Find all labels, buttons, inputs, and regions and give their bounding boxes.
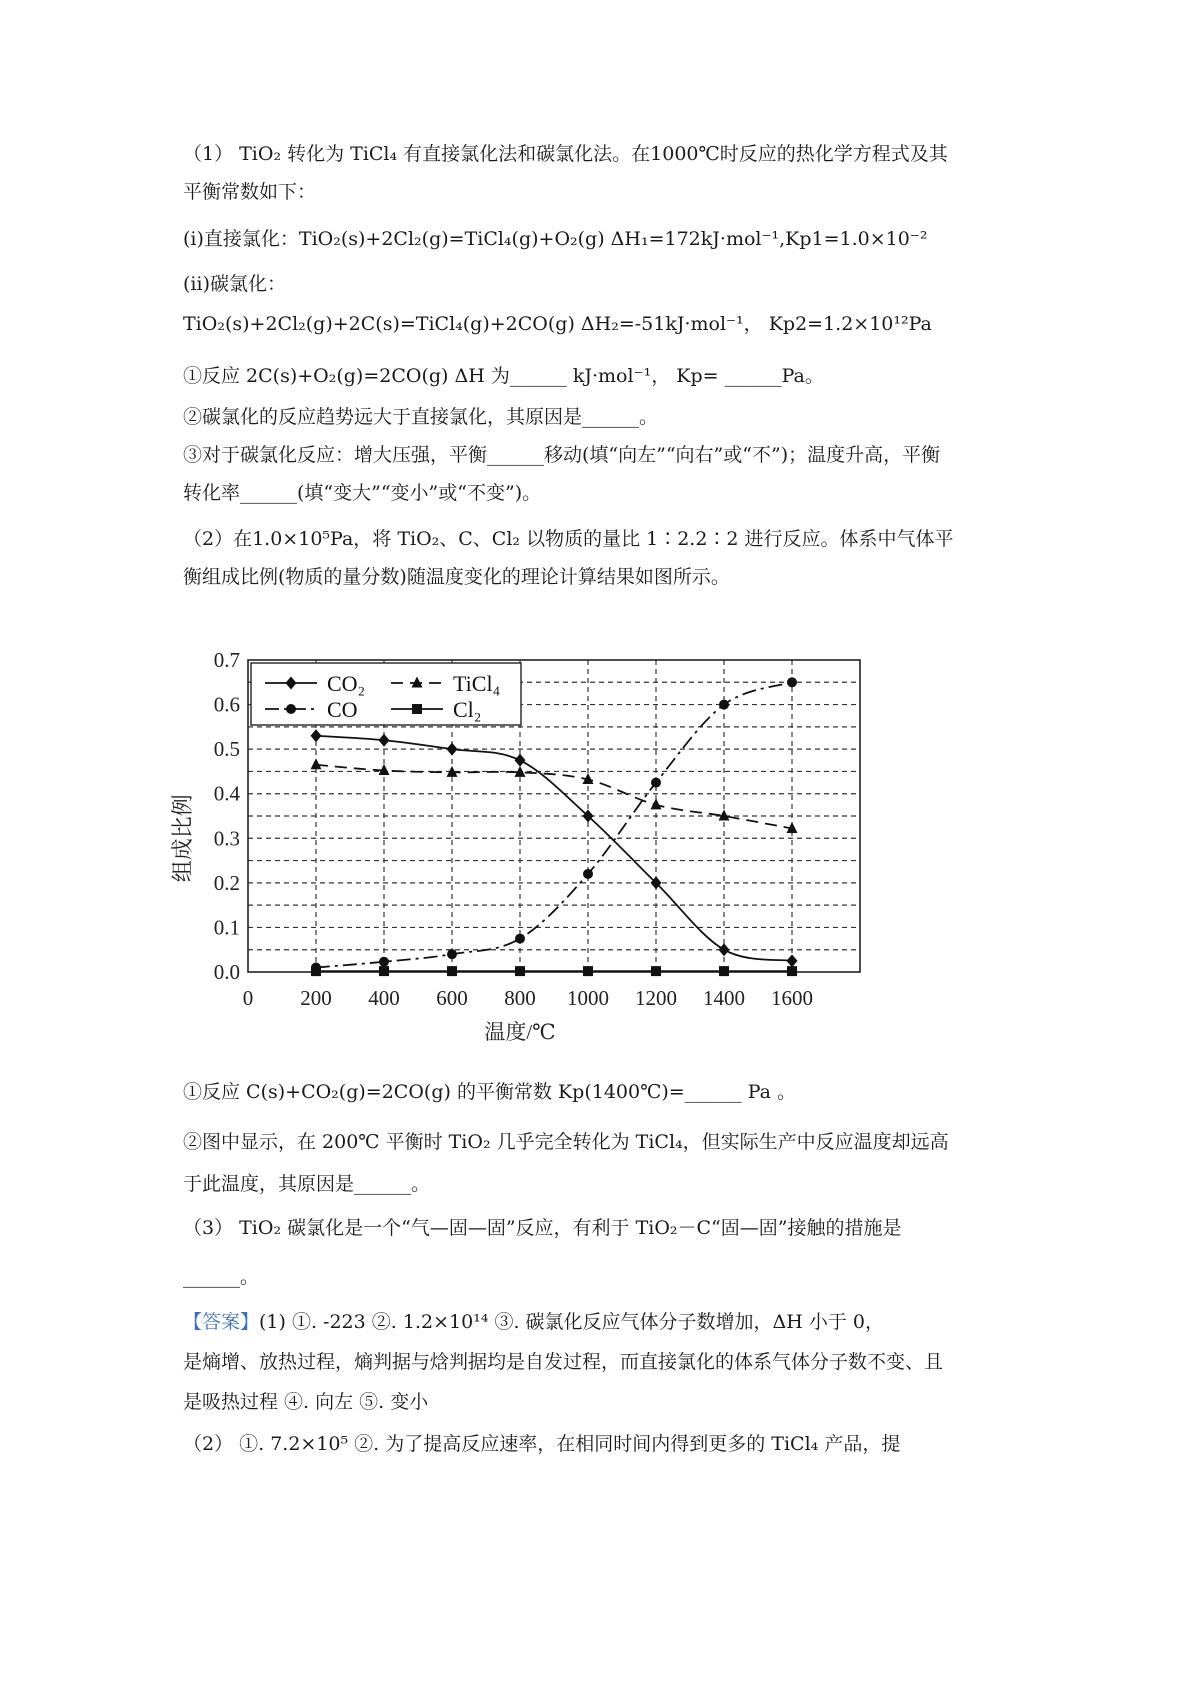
data-point-square (379, 966, 389, 976)
chart-legend (251, 663, 521, 725)
data-point-square (515, 966, 525, 976)
data-point-diamond (719, 943, 730, 956)
text-line-13: ②图中显示，在 200℃ 平衡时 TiO₂ 几乎完全转化为 TiCl₄，但实际生产中反应温度却远高 (183, 1131, 949, 1153)
data-point-square (311, 966, 321, 976)
data-point-square (583, 966, 593, 976)
x-tick-label: 600 (436, 986, 468, 1010)
data-point-square (719, 966, 729, 976)
x-tick-label: 400 (368, 986, 400, 1010)
data-point-square (787, 966, 797, 976)
data-point-circle (583, 869, 593, 879)
y-tick-label: 0.6 (213, 692, 240, 717)
data-point-circle (379, 957, 389, 967)
text-line-15: （3） TiO₂ 碳氯化是一个“气—固—固”反应，有利于 TiO₂－C“固—固”接触的措施是 (183, 1217, 902, 1239)
text-line-7: ②碳氯化的反应趋势远大于直接氯化，其原因是______。 (183, 406, 659, 428)
text-line-14: 于此温度，其原因是______。 (183, 1173, 431, 1195)
text-line-6: ①反应 2C(s)+O₂(g)=2CO(g) ΔH 为______ kJ·mol⁻¹， Kp= ______Pa。 (183, 365, 824, 387)
composition-chart (160, 650, 960, 1120)
text-line-10: （2）在1.0×10⁵Pa，将 TiO₂、C、Cl₂ 以物质的量比 1∶2.2∶2 进行反应。体系中气体平 (183, 528, 954, 550)
text-line-12: ①反应 C(s)+CO₂(g)=2CO(g) 的平衡常数 Kp(1400℃)=______ Pa 。 (183, 1081, 797, 1103)
x-tick-label: 1400 (703, 986, 745, 1010)
y-axis-label: 组成比例 (170, 794, 195, 883)
data-point-square (447, 966, 457, 976)
answer-line-2: 是熵增、放热过程，熵判据与焓判据均是自发过程，而直接氯化的体系气体分子数不变、且 (183, 1351, 944, 1373)
text-line-3: (ⅰ)直接氯化：TiO₂(s)+2Cl₂(g)=TiCl₄(g)+O₂(g) ΔH₁=172kJ·mol⁻¹,Kp1=1.0×10⁻² (183, 228, 928, 250)
x-tick-label: 800 (504, 986, 536, 1010)
data-point-triangle (311, 758, 322, 769)
data-point-diamond (311, 729, 322, 742)
text-line-11: 衡组成比例(物质的量分数)随温度变化的理论计算结果如图所示。 (183, 566, 730, 588)
y-tick-label: 0.7 (213, 650, 240, 672)
data-point-circle (515, 934, 525, 944)
data-point-circle (719, 700, 729, 710)
y-tick-label: 0.2 (213, 870, 240, 895)
data-point-square (651, 966, 661, 976)
x-axis-label: 温度/℃ (484, 1020, 556, 1044)
legend-label: TiCl₄ (453, 671, 501, 696)
data-point-circle (787, 677, 797, 687)
legend-marker-circle (286, 704, 296, 714)
x-tick-label: 1200 (635, 986, 677, 1010)
data-point-circle (651, 778, 661, 788)
x-tick-label: 1600 (771, 986, 813, 1010)
data-point-diamond (787, 954, 798, 967)
data-point-diamond (447, 743, 458, 756)
y-tick-label: 0.3 (213, 826, 240, 851)
legend-label: CO (327, 697, 358, 722)
text-line-4: (ⅱ)碳氯化： (183, 273, 286, 295)
answer-line-4: （2） ①. 7.2×10⁵ ②. 为了提高反应速率，在相同时间内得到更多的 TiCl₄ 产品，提 (183, 1433, 901, 1455)
answer-line-3: 是吸热过程 ④. 向左 ⑤. 变小 (183, 1391, 429, 1413)
legend-label: CO₂ (327, 671, 366, 696)
text-line-1: （1） TiO₂ 转化为 TiCl₄ 有直接氯化法和碳氯化法。在1000℃时反应的热化学方程式及其 (183, 143, 948, 165)
y-tick-label: 0.4 (213, 781, 240, 806)
y-tick-label: 0.1 (213, 915, 240, 940)
data-point-diamond (515, 754, 526, 767)
answer-label: 【答案】 (183, 1311, 260, 1333)
text-line-16: ______。 (183, 1266, 260, 1288)
data-point-circle (447, 949, 457, 959)
legend-label: Cl₂ (453, 697, 482, 722)
text-line-8: ③对于碳氯化反应：增大压强，平衡______移动(填“向左”“向右”或“不”)；温度升高，平衡 (183, 444, 941, 466)
text-line-2: 平衡常数如下： (183, 181, 317, 203)
x-tick-label: 200 (300, 986, 332, 1010)
chart-svg (160, 650, 960, 1120)
x-tick-label: 1000 (567, 986, 609, 1010)
legend-marker-square (412, 704, 422, 714)
data-point-diamond (379, 734, 390, 747)
y-tick-label: 0.0 (213, 960, 240, 984)
y-tick-label: 0.5 (213, 737, 240, 762)
text-line-5: TiO₂(s)+2Cl₂(g)+2C(s)=TiCl₄(g)+2CO(g) ΔH₂=-51kJ·mol⁻¹， Kp2=1.2×10¹²Pa (183, 313, 932, 335)
text-line-9: 转化率______(填“变大”“变小”或“不变”)。 (183, 482, 542, 504)
answer-line-1 (183, 1308, 884, 1336)
data-point-triangle (651, 798, 662, 809)
x-tick-label: 0 (242, 986, 254, 1010)
answer-text-1: (1) ①. -223 ②. 1.2×10¹⁴ ③. 碳氯化反应气体分子数增加，ΔH 小于 0， (259, 1311, 884, 1333)
